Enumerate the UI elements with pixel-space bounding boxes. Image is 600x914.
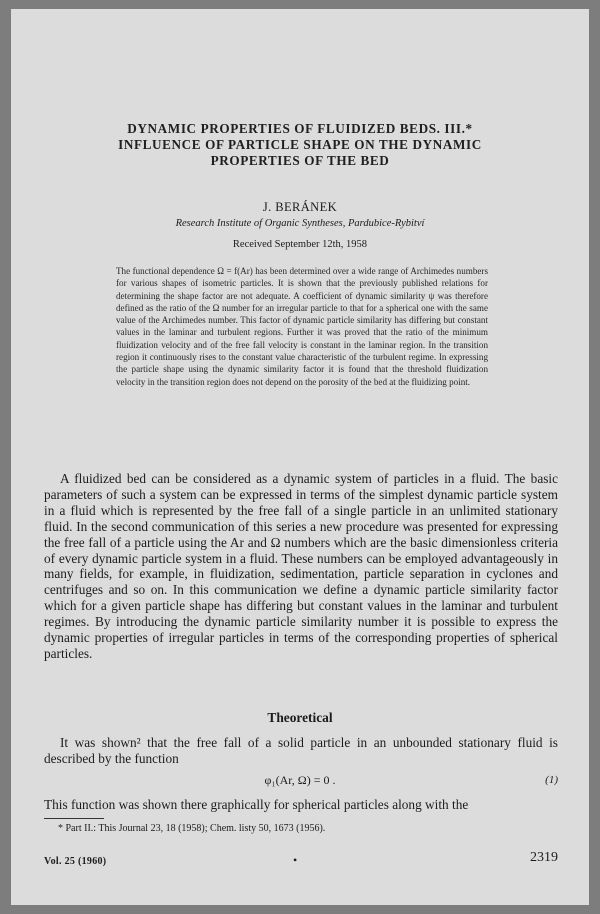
footer-volume: Vol. 25 (1960)	[44, 856, 107, 867]
footnote-rule	[44, 818, 104, 819]
equation-1: φ₁(Ar, Ω) = 0 .	[264, 773, 336, 787]
section-heading: Theoretical	[267, 710, 333, 725]
title-line-1: DYNAMIC PROPERTIES OF FLUIDIZED BEDS. III.*	[127, 121, 473, 136]
article-title	[60, 121, 540, 170]
author-institution: Research Institute of Organic Syntheses, Pardubice-Rybitví	[175, 218, 425, 229]
footnote: * Part II.: This Journal 23, 18 (1958); Chem. listy 50, 1673 (1956).	[58, 823, 326, 834]
theory-continuation: This function was shown there graphically for spherical particles along with the	[44, 797, 469, 812]
introduction-paragraph: A fluidized bed can be considered as a dynamic system of particles in a fluid. The basic parameters of such a system can be expressed in terms of the simplest dynamic particle system in a fluid which is represented by the free fall of a single particle in an unlimited stationary fluid. In the second communication of this series a new procedure was presented for expressing the free fall of a particle using the Ar and Ω numbers which are the basic dimensionless criteria of every dynamic particle system in a fluid. These numbers can be employed advantageously in many fields, for example, in fluidization, sedimentation, particle separation in cyclones and centrifuges and so on. In this communication we define a dynamic particle similarity factor which for a given particle shape has differing but constant values in the laminar and turbulent regimes. By introducing the dynamic particle similarity number it is possible to express the dynamic properties of irregular particles in terms of the corresponding properties of spherical particles.	[44, 471, 558, 661]
theory-paragraph: It was shown² that the free fall of a solid particle in an unbounded stationary fluid is described by the function	[44, 735, 558, 766]
page-number: 2319	[530, 850, 558, 865]
title-line-3: PROPERTIES OF THE BED	[210, 153, 390, 169]
title-line-2: INFLUENCE OF PARTICLE SHAPE ON THE DYNAMIC	[118, 137, 482, 153]
footer-bullet: •	[293, 853, 298, 867]
author-name: J. BERÁNEK	[262, 200, 338, 214]
abstract: The functional dependence Ω = f(Ar) has been determined over a wide range of Archimedes numbers for various shapes of isometric particles. It is shown that the previously published relations for determining the shape factor are not adequate. A coefficient of dynamic similarity ψ was therefore defined as the ratio of the Ω number for an irregular particle to that for a spherical one with the same value of the Archimedes number. This factor of dynamic particle similarity has differing but constant values in the laminar and turbulent regions. Further it was proved that the ratio of the minimum fluidization velocity and of the free fall velocity is constant in the laminar region. In the transition region it continuously rises to the constant value characteristic of the turbulent regime. In expressing the particle shape using the dynamic similarity factor it is found that the threshold fluidization velocity in the transition region does not depend on the porosity of the bed at the fluidizing point.	[116, 266, 488, 387]
received-date: Received September 12th, 1958	[232, 239, 368, 250]
equation-number: (1)	[545, 774, 558, 786]
